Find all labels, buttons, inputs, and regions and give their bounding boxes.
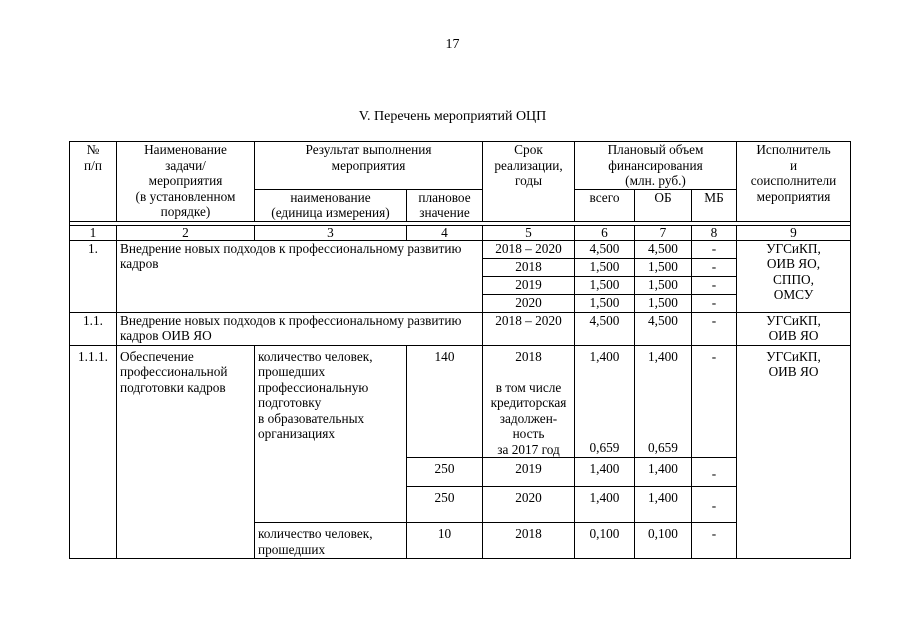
row-mb: - bbox=[692, 258, 737, 276]
header-term: Срок реализации, годы bbox=[483, 142, 575, 222]
row-term: 2018 – 2020 bbox=[483, 240, 575, 258]
row-result-value: 250 bbox=[407, 487, 483, 523]
row-term: 2019 bbox=[483, 458, 575, 487]
row-total: 1,500 bbox=[575, 258, 635, 276]
row-ob: 1,400 bbox=[635, 487, 692, 523]
page-number: 17 bbox=[445, 37, 460, 52]
row-ob: 4,500 bbox=[635, 240, 692, 258]
column-number: 3 bbox=[255, 225, 407, 240]
row-result-value: 140 bbox=[407, 345, 483, 458]
table-row bbox=[70, 312, 851, 345]
table-row bbox=[70, 345, 851, 458]
row-ob bbox=[635, 345, 692, 458]
row-task-name: Внедрение новых подходов к профессиональному развитию кадров ОИВ ЯО bbox=[117, 312, 483, 345]
row-ob: 4,500 bbox=[635, 312, 692, 345]
column-number: 5 bbox=[483, 225, 575, 240]
row-total: 4,500 bbox=[575, 240, 635, 258]
row-term: 2018 bbox=[483, 258, 575, 276]
row-term: 2019 bbox=[483, 276, 575, 294]
column-number: 2 bbox=[117, 225, 255, 240]
table-row bbox=[70, 240, 851, 258]
column-number: 9 bbox=[737, 225, 851, 240]
row-mb: - bbox=[692, 294, 737, 312]
header-num: № п/п bbox=[70, 142, 117, 222]
row-executor: УГСиКП, ОИВ ЯО, СППО, ОМСУ bbox=[737, 240, 851, 312]
row-executor: УГСиКП, ОИВ ЯО bbox=[737, 345, 851, 559]
row-result-value: 250 bbox=[407, 458, 483, 487]
row-ob-debt: 0,659 bbox=[648, 439, 678, 455]
row-total: 1,400 bbox=[575, 458, 635, 487]
column-number: 6 bbox=[575, 225, 635, 240]
row-total: 1,400 bbox=[575, 487, 635, 523]
row-term: 2018 в том числе кредиторская задолжен- ность за 2017 год bbox=[483, 345, 575, 458]
row-result-name: количество человек, прошедших bbox=[255, 523, 407, 559]
row-total: 0,100 bbox=[575, 523, 635, 559]
row-total: 4,500 bbox=[575, 312, 635, 345]
header-finance: Плановый объем финансирования (млн. руб.) bbox=[575, 142, 737, 190]
row-result-name: количество человек, прошедших профессиональную подготовку в образовательных организациях bbox=[255, 345, 407, 523]
row-ob: 1,500 bbox=[635, 294, 692, 312]
header-result-name: наименование (единица измерения) bbox=[255, 189, 407, 221]
header-ob: ОБ bbox=[635, 189, 692, 221]
column-number: 7 bbox=[635, 225, 692, 240]
row-mb: - bbox=[692, 458, 737, 487]
header-result: Результат выполнения мероприятия bbox=[255, 142, 483, 190]
header-total: всего bbox=[575, 189, 635, 221]
row-task-name: Внедрение новых подходов к профессиональному развитию кадров bbox=[117, 240, 483, 312]
row-mb: - bbox=[692, 523, 737, 559]
row-mb: - bbox=[692, 345, 737, 458]
row-ob-value: 1,400 bbox=[648, 348, 678, 364]
row-mb: - bbox=[692, 276, 737, 294]
column-numbers-row bbox=[70, 225, 851, 240]
activities-table bbox=[69, 141, 851, 559]
table-header-row bbox=[70, 142, 851, 190]
row-task-name: Обеспечение профессиональной подготовки кадров bbox=[117, 345, 255, 559]
row-term: 2018 – 2020 bbox=[483, 312, 575, 345]
row-total: 1,500 bbox=[575, 276, 635, 294]
column-number: 8 bbox=[692, 225, 737, 240]
row-term: 2018 bbox=[483, 523, 575, 559]
row-total-debt: 0,659 bbox=[589, 439, 620, 455]
row-total-value: 1,400 bbox=[589, 348, 620, 364]
row-num: 1.1.1. bbox=[70, 345, 117, 559]
row-ob: 1,500 bbox=[635, 258, 692, 276]
row-result-value: 10 bbox=[407, 523, 483, 559]
row-num: 1.1. bbox=[70, 312, 117, 345]
header-task-name: Наименование задачи/ мероприятия (в установленном порядке) bbox=[117, 142, 255, 222]
row-total bbox=[575, 345, 635, 458]
header-mb: МБ bbox=[692, 189, 737, 221]
row-total: 1,500 bbox=[575, 294, 635, 312]
row-term: 2020 bbox=[483, 294, 575, 312]
row-mb: - bbox=[692, 312, 737, 345]
row-num: 1. bbox=[70, 240, 117, 312]
row-ob: 0,100 bbox=[635, 523, 692, 559]
header-executor: Исполнитель и соисполнители мероприятия bbox=[737, 142, 851, 222]
section-title: V. Перечень мероприятий ОЦП bbox=[358, 109, 547, 124]
column-number: 1 bbox=[70, 225, 117, 240]
row-mb: - bbox=[692, 240, 737, 258]
row-executor: УГСиКП, ОИВ ЯО bbox=[737, 312, 851, 345]
column-number: 4 bbox=[407, 225, 483, 240]
row-term: 2020 bbox=[483, 487, 575, 523]
row-mb: - bbox=[692, 487, 737, 523]
row-ob: 1,500 bbox=[635, 276, 692, 294]
row-ob: 1,400 bbox=[635, 458, 692, 487]
header-result-value: плановое значение bbox=[407, 189, 483, 221]
